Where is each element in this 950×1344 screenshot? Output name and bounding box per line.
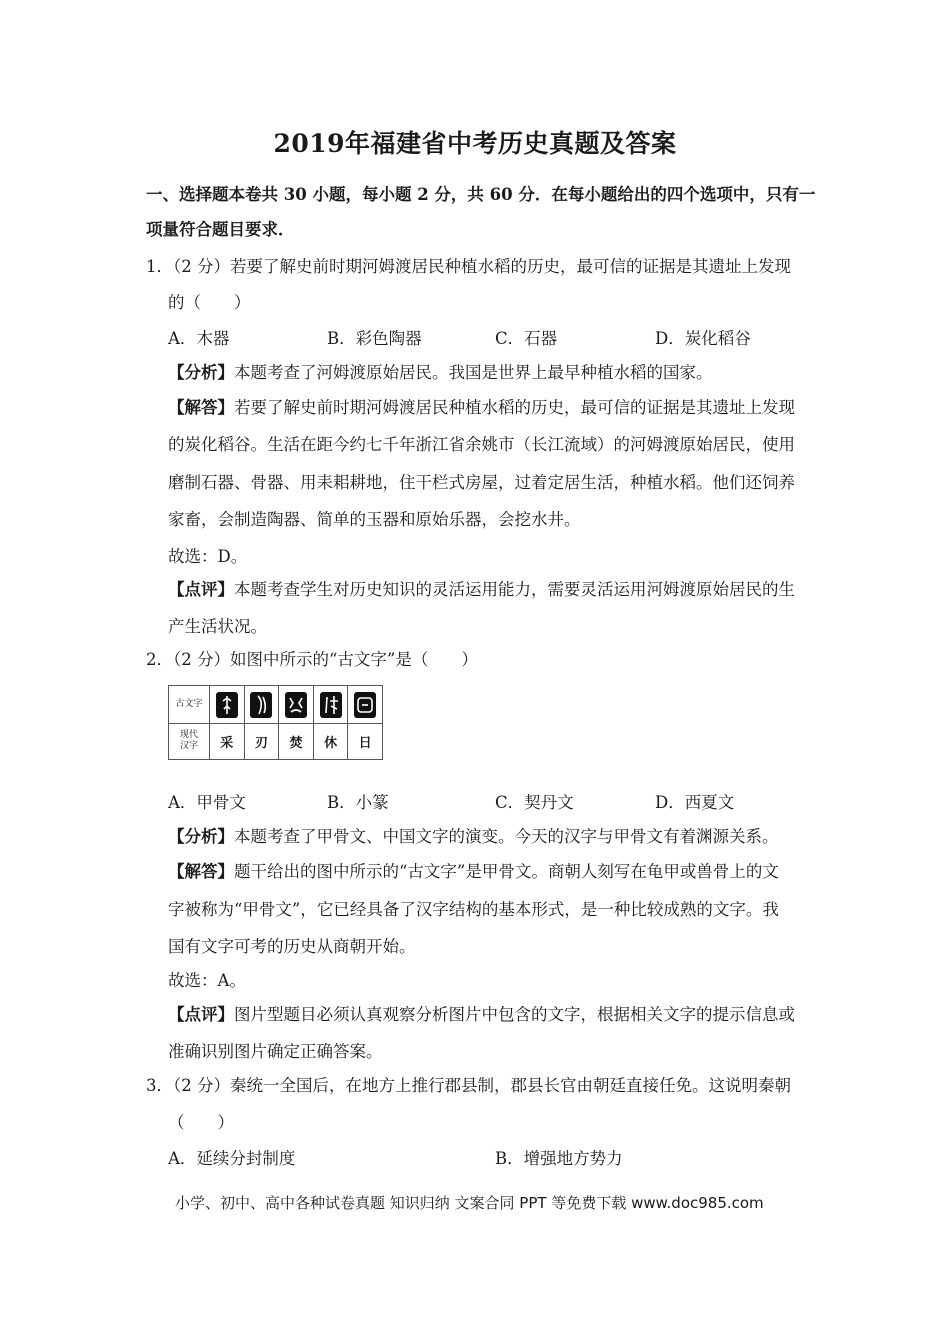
answer-text: 题干给出的图中所示的“古文字”是甲骨文。商朝人刻写在龟甲或兽骨上的文 <box>234 862 779 881</box>
q2-answer-line3: 国有文字可考的历史从商朝开始。 <box>168 937 416 956</box>
q1-choice: 故选：D。 <box>168 547 248 566</box>
analysis-tag: 【分析】 <box>168 827 234 846</box>
oracle-glyph-3 <box>279 686 314 723</box>
answer-text: 若要了解史前时期河姆渡居民种植水稻的历史，最可信的证据是其遗址上发现 <box>234 398 795 417</box>
modern-char-2: 刃 <box>245 723 280 759</box>
q1-stem-line1: 1．（2 分）若要了解史前时期河姆渡居民种植水稻的历史，最可信的证据是其遗址上发现 <box>146 257 791 276</box>
q2-choice: 故选：A。 <box>168 971 246 990</box>
document-title: 2019年福建省中考历史真题及答案 <box>273 129 677 158</box>
q3-stem-line2: （ ） <box>168 1113 234 1132</box>
q1-answer-line4: 家畜，会制造陶器、简单的玉器和原始乐器，会挖水井。 <box>168 510 581 529</box>
q2-option-c: C．契丹文 <box>495 793 574 812</box>
q3-option-a: A．延续分封制度 <box>168 1149 296 1168</box>
q2-answer-line2: 字被称为“甲骨文”，它已经具备了汉字结构的基本形式，是一种比较成熟的文字。我 <box>168 900 779 919</box>
q1-answer-line2: 的炭化稻谷。生活在距今约七千年浙江省余姚市（长江流域）的河姆渡原始居民，使用 <box>168 435 795 454</box>
comment-tag: 【点评】 <box>168 580 234 599</box>
q3-stem-line1: 3．（2 分）秦统一全国后，在地方上推行郡县制，郡县长官由朝廷直接任免。这说明秦朝 <box>146 1076 791 1095</box>
q1-comment-line1 <box>168 579 795 601</box>
q3-option-b: B．增强地方势力 <box>495 1149 623 1168</box>
comment-text: 本题考查学生对历史知识的灵活运用能力，需要灵活运用河姆渡原始居民的生 <box>234 580 795 599</box>
section-heading-line1: 一、选择题本卷共 30 小题，每小题 2 分，共 60 分．在每小题给出的四个选项中，只有一 <box>146 185 816 204</box>
analysis-text: 本题考查了河姆渡原始居民。我国是世界上最早种植水稻的国家。 <box>234 363 713 382</box>
modern-char-5: 日 <box>358 735 372 751</box>
q2-option-a: A．甲骨文 <box>168 793 246 812</box>
analysis-text: 本题考查了甲骨文、中国文字的演变。今天的汉字与甲骨文有着渊源关系。 <box>234 827 779 846</box>
q2-comment-line1 <box>168 1004 795 1026</box>
ancient-script-table <box>168 685 383 760</box>
q1-comment-line2: 产生活状况。 <box>168 617 267 636</box>
oracle-glyph-1 <box>210 686 245 723</box>
q1-option-d: D．炭化稻谷 <box>655 329 751 348</box>
q1-stem-line2: 的（ ） <box>168 293 251 312</box>
modern-char-4: 休 <box>314 723 349 759</box>
q2-answer-line1 <box>168 861 779 883</box>
q2-option-d: D．西夏文 <box>655 793 735 812</box>
page-footer: 小学、初中、高中各种试卷真题 知识归纳 文案合同 PPT 等免费下载 www.doc985.com <box>175 1194 764 1212</box>
modern-chinese-row <box>169 723 382 759</box>
q2-option-b: B．小篆 <box>327 793 389 812</box>
section-heading-line2: 项量符合题目要求． <box>146 220 295 239</box>
oracle-glyph-5 <box>348 686 382 723</box>
analysis-tag: 【分析】 <box>168 363 234 382</box>
q1-option-c: C．石器 <box>495 329 558 348</box>
answer-tag: 【解答】 <box>168 398 234 417</box>
modern-char-3: 焚 <box>279 723 314 759</box>
oracle-glyph-2 <box>245 686 280 723</box>
q2-analysis <box>168 826 779 848</box>
comment-text: 图片型题目必须认真观察分析图片中包含的文字，根据相关文字的提示信息或 <box>234 1005 795 1024</box>
q1-option-a: A．木器 <box>168 329 230 348</box>
q2-stem: 2．（2 分）如图中所示的“古文字”是（ ） <box>146 650 478 669</box>
q1-option-b: B．彩色陶器 <box>327 329 422 348</box>
q1-answer-line1 <box>168 397 795 419</box>
q1-answer-line3: 磨制石器、骨器、用耒耜耕地，住干栏式房屋，过着定居生活，种植水稻。他们还饲养 <box>168 473 795 492</box>
modern-char-1: 采 <box>210 723 245 759</box>
answer-tag: 【解答】 <box>168 862 234 881</box>
ancient-script-row <box>169 686 382 724</box>
q2-comment-line2: 准确识别图片确定正确答案。 <box>168 1042 383 1061</box>
q1-analysis <box>168 362 713 384</box>
oracle-glyph-4 <box>314 686 349 723</box>
table-head-ancient: 古文字 <box>169 686 210 723</box>
table-head-modern: 现代 汉字 <box>169 723 210 759</box>
comment-tag: 【点评】 <box>168 1005 234 1024</box>
